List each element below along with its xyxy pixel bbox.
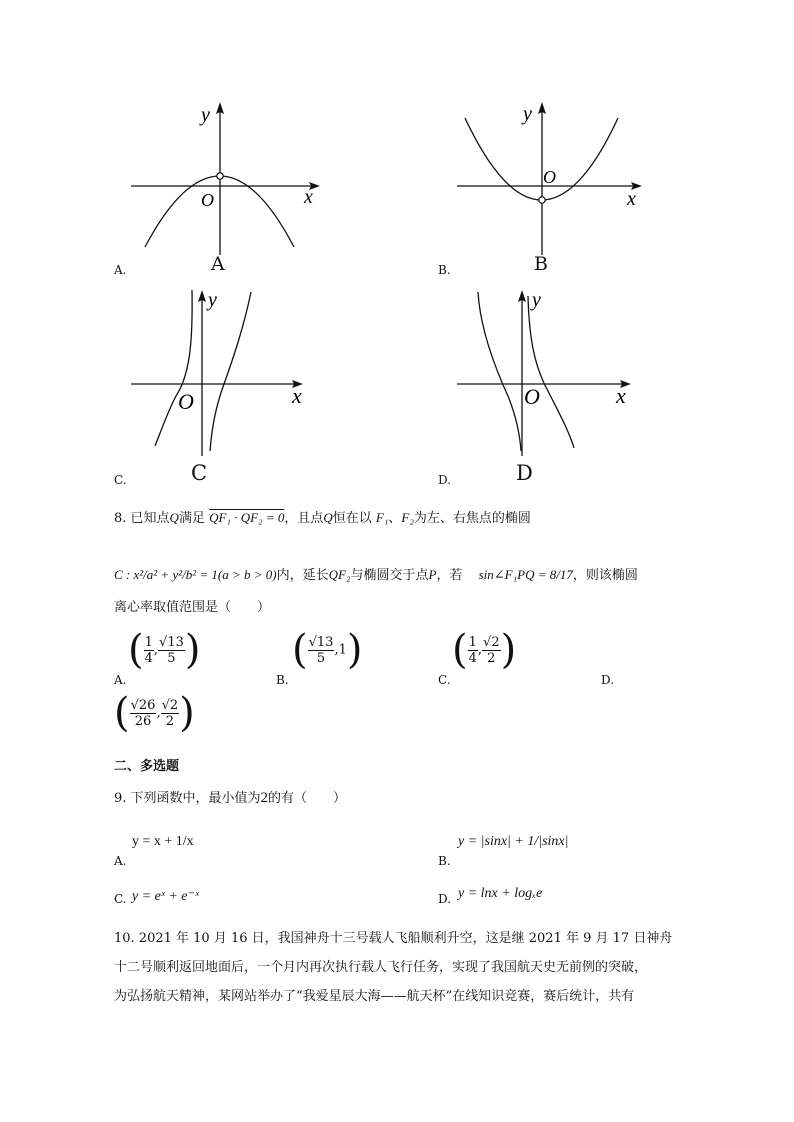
- graph-b-y-label: y: [523, 103, 532, 125]
- option-a-label: A.: [114, 263, 127, 277]
- graph-a-caption: A: [211, 253, 225, 275]
- graph-b-origin-label: O: [543, 167, 556, 187]
- graph-d-x-label: x: [616, 383, 626, 408]
- graph-c-x-label: x: [292, 383, 302, 408]
- q9-stem: 9. 下列函数中，最小值为2的有（ ）: [114, 790, 347, 806]
- graph-d: [452, 286, 652, 456]
- graph-b: [452, 95, 652, 255]
- graph-d-origin-label: O: [524, 384, 540, 409]
- graph-c-y-label: y: [208, 289, 217, 311]
- q10-line1: 10. 2021 年 10 月 16 日，我国神舟十三号载人飞船顺利升空，这是继 2021 年 9 月 17 日神舟: [114, 931, 673, 946]
- graph-c-caption: C: [191, 461, 208, 485]
- graph-d-y-label: y: [532, 289, 541, 311]
- q8-line1: 8. 已知点Q满足 QF₁ · QF₂ = 0，且点Q恒在以 F₁、F₂为左、右焦点的椭圆: [114, 510, 531, 526]
- q10-line2: 十二号顺利返回地面后，一个月内再次执行载人飞行任务，实现了我国航天史无前例的突破，: [114, 960, 648, 975]
- graph-a-y-label: y: [201, 104, 210, 126]
- q8-option-d[interactable]: ( $\frac{√26}{26}$ , $\frac{√2}{2}$ ): [114, 690, 195, 736]
- graph-a-origin-label: O: [201, 190, 214, 210]
- section-heading: 二、多选题: [114, 759, 180, 774]
- graph-c: [126, 286, 326, 456]
- option-d-label: D.: [438, 473, 452, 487]
- q10-line3: 为弘扬航天精神，某网站举办了“我爱星辰大海——航天杯”在线知识竞赛，赛后统计，共有: [114, 989, 635, 1004]
- graph-b-caption: B: [534, 253, 548, 275]
- graph-d-caption: D: [516, 461, 533, 485]
- graph-b-x-label: x: [627, 188, 636, 210]
- graph-a: [128, 95, 328, 255]
- q8-line3: 离心率取值范围是（ ）: [114, 600, 271, 615]
- graph-c-origin-label: O: [178, 389, 194, 414]
- q8-line2: C : x²/a² + y²/b² = 1(a > b > 0)内，延长QF₂与椭圆交于点P，若 sin∠F₁PQ = 8/17，则该椭圆: [114, 567, 638, 583]
- q8-option-d-label[interactable]: D.: [601, 673, 615, 687]
- option-b-label: B.: [438, 263, 451, 277]
- graph-a-x-label: x: [304, 186, 313, 208]
- option-c-label: C.: [114, 473, 127, 487]
